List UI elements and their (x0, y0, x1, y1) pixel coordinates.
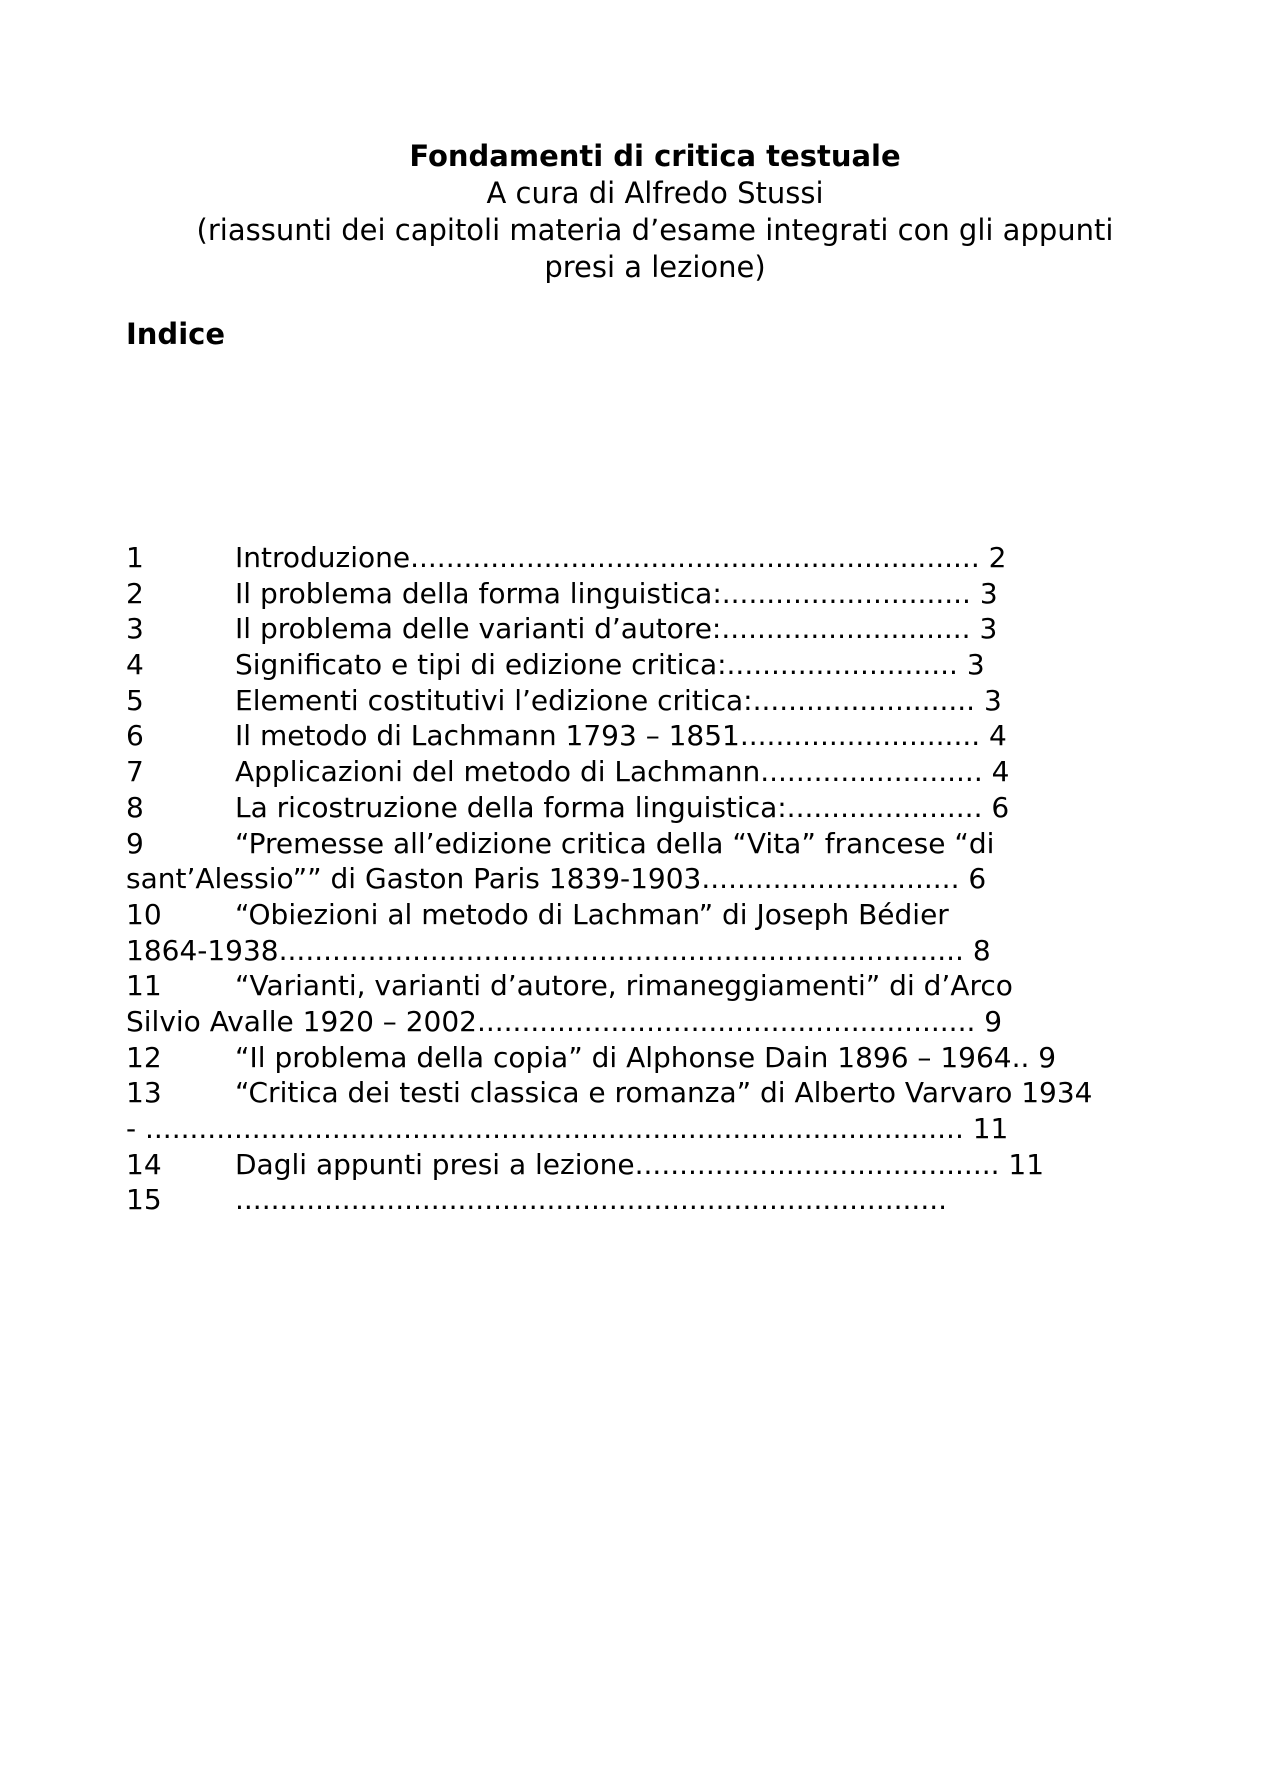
toc-line[interactable] (126, 576, 1186, 612)
toc-line[interactable] (126, 754, 1186, 790)
toc-line-continuation[interactable] (126, 861, 1186, 897)
toc-entry-text: 1864-1938............................................................................. 8 (126, 933, 991, 967)
toc-entry-text: sant’Alessio”” di Gaston Paris 1839-1903............................. 6 (126, 862, 987, 896)
toc-entry-text: Il problema della forma linguistica:............................ 3 (235, 576, 998, 610)
toc-line[interactable] (126, 1147, 1186, 1183)
toc-line[interactable] (126, 968, 1186, 1004)
toc-entry-text: Il problema delle varianti d’autore:............................ 3 (235, 612, 998, 646)
toc-entry-text: “Critica dei testi classica e romanza” di Alberto Varvaro 1934 (235, 1076, 1093, 1110)
toc-entry-text: Dagli appunti presi a lezione......................................... 11 (235, 1147, 1045, 1181)
table-of-contents (126, 540, 1186, 1218)
toc-number: 6 (126, 719, 144, 753)
toc-line-continuation[interactable] (126, 933, 1186, 969)
toc-line[interactable] (126, 790, 1186, 826)
toc-entry-text: “Il problema della copia” di Alphonse Dain 1896 – 1964.. 9 (235, 1040, 1057, 1074)
toc-line[interactable] (126, 1040, 1186, 1076)
editor-line: A cura di Alfredo Stussi (486, 176, 824, 210)
toc-line[interactable] (126, 826, 1186, 862)
toc-entry-text: ................................................................................ (235, 1183, 948, 1217)
toc-number: 2 (126, 576, 144, 610)
toc-entry-text: Elementi costitutivi l’edizione critica:......................... 3 (235, 683, 1002, 717)
toc-number: 10 (126, 897, 162, 931)
toc-number: 15 (126, 1183, 162, 1217)
subtitle-line-1: (riassunti dei capitoli materia d’esame integrati con gli appunti (196, 213, 1114, 247)
subtitle-line-2: presi a lezione) (544, 250, 766, 284)
toc-line[interactable] (126, 1075, 1186, 1111)
toc-line[interactable] (126, 718, 1186, 754)
toc-number: 11 (126, 969, 162, 1003)
toc-entry-text: - ............................................................................................ 11 (126, 1112, 1009, 1145)
toc-number: 4 (126, 648, 144, 682)
toc-entry-text: Significato e tipi di edizione critica:.......................... 3 (235, 648, 985, 682)
toc-number: 7 (126, 755, 144, 789)
toc-line[interactable] (126, 611, 1186, 647)
toc-line[interactable] (126, 683, 1186, 719)
toc-number: 12 (126, 1040, 162, 1074)
toc-number: 9 (126, 826, 144, 860)
toc-entry-text: “Obiezioni al metodo di Lachman” di Joseph Bédier (235, 897, 949, 931)
toc-entry-text: “Varianti, varianti d’autore, rimaneggiamenti” di d’Arco (235, 969, 1013, 1003)
title-block (140, 138, 1170, 286)
toc-line-continuation[interactable] (126, 1111, 1186, 1147)
toc-entry-text: La ricostruzione della forma linguistica:...................... 6 (235, 790, 1010, 824)
toc-entry-text: Il metodo di Lachmann 1793 – 1851........................... 4 (235, 719, 1007, 753)
toc-line[interactable] (126, 1182, 1186, 1218)
toc-line[interactable] (126, 897, 1186, 933)
toc-line[interactable] (126, 647, 1186, 683)
toc-line[interactable] (126, 540, 1186, 576)
toc-number: 14 (126, 1147, 162, 1181)
toc-number: 8 (126, 790, 144, 824)
toc-number: 5 (126, 683, 144, 717)
document-title: Fondamenti di critica testuale (409, 139, 901, 173)
toc-entry-text: Introduzione................................................................ 2 (235, 541, 1007, 574)
toc-entry-text: “Premesse all’edizione critica della “Vita” francese “di (235, 826, 995, 860)
toc-number: 13 (126, 1076, 162, 1110)
toc-entry-text: Silvio Avalle 1920 – 2002........................................................ 9 (126, 1004, 1003, 1038)
toc-line-continuation[interactable] (126, 1004, 1186, 1040)
toc-number: 1 (126, 541, 144, 574)
index-heading: Indice (126, 317, 225, 351)
toc-entry-text: Applicazioni del metodo di Lachmann......................... 4 (235, 755, 1010, 789)
toc-number: 3 (126, 612, 144, 646)
